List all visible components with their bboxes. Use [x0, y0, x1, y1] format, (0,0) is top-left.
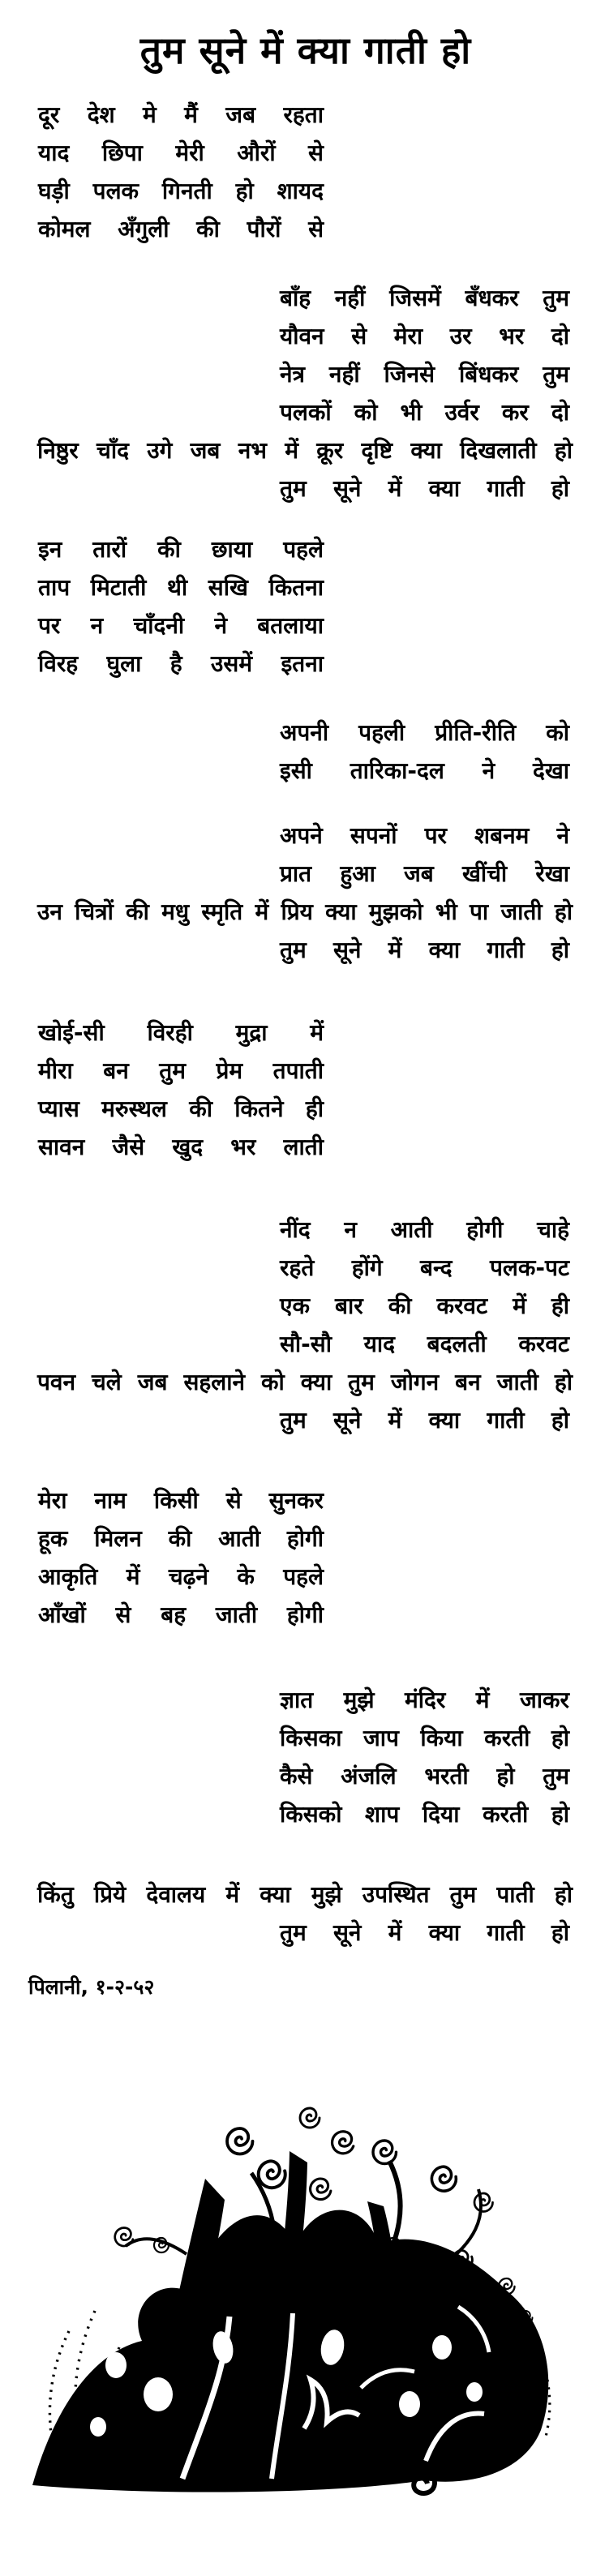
stanza-8: [0, 1481, 592, 1634]
poem-refrain-line: तुम सूने में क्या गाती हो: [280, 475, 569, 502]
stanza-10: [0, 1875, 592, 1952]
poem-line: रहते होंगे बन्द पलक-पट: [280, 1254, 569, 1281]
poem-refrain-line: तुम सूने में क्या गाती हो: [280, 1407, 569, 1434]
stanza-6: [0, 1014, 592, 1166]
poem-line: यौवन से मेरा उर भर दो: [280, 323, 569, 349]
poem-line: घड़ी पलक गिनती हो शायद: [38, 178, 324, 204]
poem-line: हूक मिलन की आती होगी: [38, 1525, 324, 1552]
ink-swirl-illustration-icon: [20, 2104, 572, 2501]
poem-line: सौ-सौ याद बदलती करवट: [280, 1331, 569, 1357]
poem-line: खोई-सी विरही मुद्रा में: [38, 1019, 324, 1046]
poem-line: किंतु प्रिये देवालय में क्या मुझे उपस्थित तुम पाती हो: [37, 1881, 573, 1908]
poem-line: नेत्र नहीं जिनसे बिंधकर तुम: [280, 361, 569, 388]
stanza-1: [0, 96, 592, 248]
poem-line: एक बार की करवट में ही: [280, 1292, 569, 1319]
stanza-7: [0, 1211, 592, 1439]
stanza-3: [0, 530, 592, 683]
poem-refrain-line: तुम सूने में क्या गाती हो: [280, 937, 569, 963]
place-date-signature: पिलानी, १-२-५२: [28, 1975, 155, 1999]
poem-line: आकृति में चढ़ने के पहले: [38, 1563, 324, 1590]
poem-line: प्रात हुआ जब खींची रेखा: [280, 860, 569, 887]
poem-line: मीरा बन तुम प्रेम तपाती: [38, 1057, 324, 1084]
poem-line: पवन चले जब सहलाने को क्या तुम जोगन बन जाती हो: [37, 1369, 573, 1395]
poem-line: आँखों से बह जाती होगी: [38, 1601, 324, 1628]
poem-line: उन चित्रों की मधु स्मृति में प्रिय क्या मुझको भी पा जाती हो: [37, 898, 573, 925]
stanza-4: [0, 714, 592, 790]
poem-line: बाँह नहीं जिसमें बँधकर तुम: [280, 285, 569, 311]
poem-refrain-line: तुम सूने में क्या गाती हो: [280, 1919, 569, 1946]
poem-line: विरह घुला है उसमें इतना: [38, 650, 324, 677]
poem-line: मेरा नाम किसी से सुनकर: [38, 1487, 324, 1514]
stanza-9: [0, 1681, 592, 1833]
poem-line: कैसे अंजलि भरती हो तुम: [280, 1763, 569, 1789]
poem-line: निष्ठुर चाँद उगे जब नभ में क्रूर दृष्टि क्या दिखलाती हो: [37, 437, 573, 464]
poem-line: किसका जाप किया करती हो: [280, 1725, 569, 1751]
poem-line: इन तारों की छाया पहले: [38, 536, 324, 563]
poem-line: प्यास मरुस्थल की कितने ही: [38, 1095, 324, 1122]
poem-line: ज्ञात मुझे मंदिर में जाकर: [280, 1687, 569, 1713]
stanza-5: [0, 817, 592, 969]
poem-line: नींद न आती होगी चाहे: [280, 1216, 569, 1243]
poem-line: याद छिपा मेरी औरों से: [38, 139, 324, 166]
poem-line: पर न चाँदनी ने बतलाया: [38, 612, 324, 639]
poem-title: तुम सूने में क्या गाती हो: [139, 28, 472, 72]
stanza-2: [0, 279, 592, 508]
poem-line: पलकों को भी उर्वर कर दो: [280, 399, 569, 426]
poem-line: ताप मिटाती थी सखि कितना: [38, 574, 324, 601]
poem-line: अपनी पहली प्रीति-रीति को: [280, 719, 569, 746]
poem-line: दूर देश मे मैं जब रहता: [38, 101, 324, 128]
poem-line: इसी तारिका-दल ने देखा: [280, 757, 569, 784]
poem-line: किसको शाप दिया करती हो: [280, 1801, 569, 1828]
poem-line: कोमल अँगुली की पौरों से: [38, 216, 324, 242]
poem-line: सावन जैसे खुद भर लाती: [38, 1134, 324, 1160]
poem-line: अपने सपनों पर शबनम ने: [280, 822, 569, 849]
